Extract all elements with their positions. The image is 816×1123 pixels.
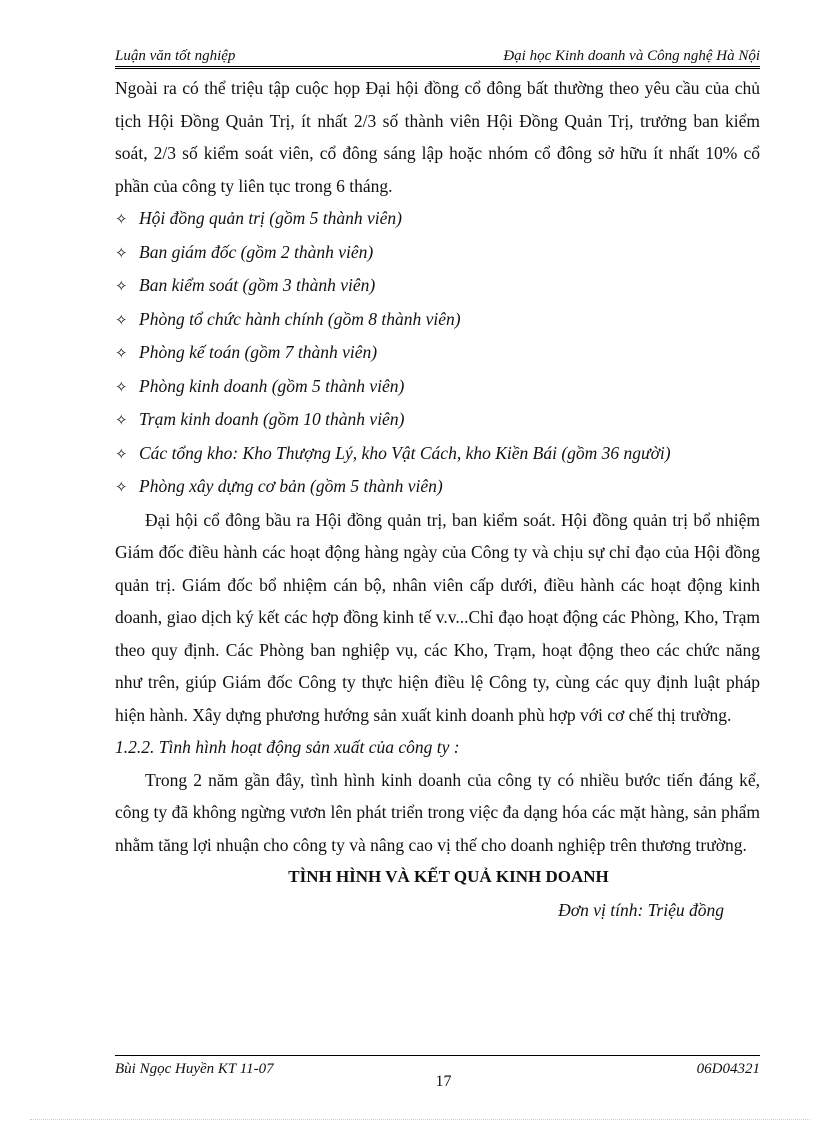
section-heading: 1.2.2. Tình hình hoạt động sản xuất của công ty : — [115, 737, 460, 757]
list-item — [115, 303, 760, 337]
list-item — [115, 370, 760, 404]
bullet-star-icon: ✧ — [115, 411, 128, 429]
page-header — [115, 46, 760, 68]
footer-student-code: 06D04321 — [696, 1061, 760, 1077]
list-item-text: Ban kiểm soát (gồm 3 thành viên) — [139, 275, 376, 295]
header-thesis-label: Luận văn tốt nghiệp — [115, 48, 236, 64]
list-item — [115, 470, 760, 504]
bullet-star-icon: ✧ — [115, 310, 128, 329]
list-item-text: Phòng tổ chức hành chính (gồm 8 thành viên) — [139, 308, 461, 329]
list-item — [115, 236, 760, 270]
unit-label: Đơn vị tính: Triệu đồng — [558, 899, 724, 920]
bullet-star-icon: ✧ — [115, 478, 128, 496]
bullet-star-icon: ✧ — [115, 344, 128, 362]
bullet-star-icon: ✧ — [115, 444, 128, 463]
bullet-star-icon: ✧ — [115, 377, 128, 396]
page-number: 17 — [435, 1073, 452, 1090]
list-item-text: Phòng kế toán (gồm 7 thành viên) — [139, 342, 378, 362]
header-university-label: Đại học Kinh doanh và Công nghệ Hà Nội — [503, 48, 760, 64]
list-item-text: Phòng kinh doanh (gồm 5 thành viên) — [139, 375, 405, 396]
list-item-text: Các tổng kho: Kho Thượng Lý, kho Vật Cách, kho Kiền Bái (gồm 36 người) — [139, 442, 671, 463]
footer-author: Bùi Ngọc Huyền KT 11-07 — [115, 1061, 274, 1077]
list-item — [115, 403, 760, 437]
page-footer — [115, 1061, 760, 1101]
list-item-text: Ban giám đốc (gồm 2 thành viên) — [139, 241, 374, 262]
department-list — [115, 202, 760, 504]
table-title: TÌNH HÌNH VÀ KẾT QUẢ KINH DOANH — [288, 867, 609, 886]
list-item-text: Phòng xây dựng cơ bản (gồm 5 thành viên) — [139, 476, 443, 496]
bullet-star-icon: ✧ — [115, 243, 128, 262]
intro-paragraph: Ngoài ra có thể triệu tập cuộc họp Đại hội đồng cổ đông bất thường theo yêu cầu của chủ tịch Hội Đồng Quản Trị, ít nhất 2/3 số thành viên Hội Đồng Quản Trị, trưởng ban kiểm soát, 2/3 số kiểm soát viên, cổ đông sáng lập hoặc nhóm cổ đông sở hữu ít nhất 10% cổ phần của công ty liên tục trong 6 tháng. — [115, 78, 760, 196]
governance-paragraph: Đại hội cổ đông bầu ra Hội đồng quản trị, ban kiểm soát. Hội đồng quản trị bổ nhiệm Giám đốc điều hành các hoạt động hàng ngày của Công ty và chịu sự chỉ đạo của Hội đồng quản trị. Giám đốc bổ nhiệm cán bộ, nhân viên cấp dưới, điều hành các hoạt động kinh doanh, giao dịch ký kết các hợp đồng kinh tế v.v...Chỉ đạo hoạt động các Phòng, Kho, Trạm theo quy định. Các Phòng ban nghiệp vụ, các Kho, Trạm, hoạt động theo các chức năng như trên, giúp Giám đốc Công ty thực hiện điều lệ Công ty, cùng các quy định luật pháp hiện hành. Xây dựng phương hướng sản xuất kinh doanh phù hợp với cơ chế thị trường. — [115, 509, 760, 725]
list-item — [115, 437, 760, 471]
list-item — [115, 269, 760, 303]
bullet-star-icon: ✧ — [115, 210, 128, 228]
section-paragraph: Trong 2 năm gần đây, tình hình kinh doanh của công ty có nhiều bước tiến đáng kể, công ty đã không ngừng vươn lên phát triển trong việc đa dạng hóa các mặt hàng, sản phẩm nhằm tăng lợi nhuận cho công ty và nâng cao vị thế cho doanh nghiệp trên thương trường. — [115, 769, 760, 855]
page-edge-divider — [30, 1119, 810, 1120]
list-item — [115, 202, 760, 236]
footer-divider — [115, 1055, 760, 1056]
list-item — [115, 336, 760, 370]
header-divider — [115, 66, 760, 69]
bullet-star-icon: ✧ — [115, 277, 128, 295]
list-item-text: Trạm kinh doanh (gồm 10 thành viên) — [139, 409, 405, 429]
list-item-text: Hội đồng quản trị (gồm 5 thành viên) — [139, 208, 402, 228]
page-body — [115, 72, 760, 926]
